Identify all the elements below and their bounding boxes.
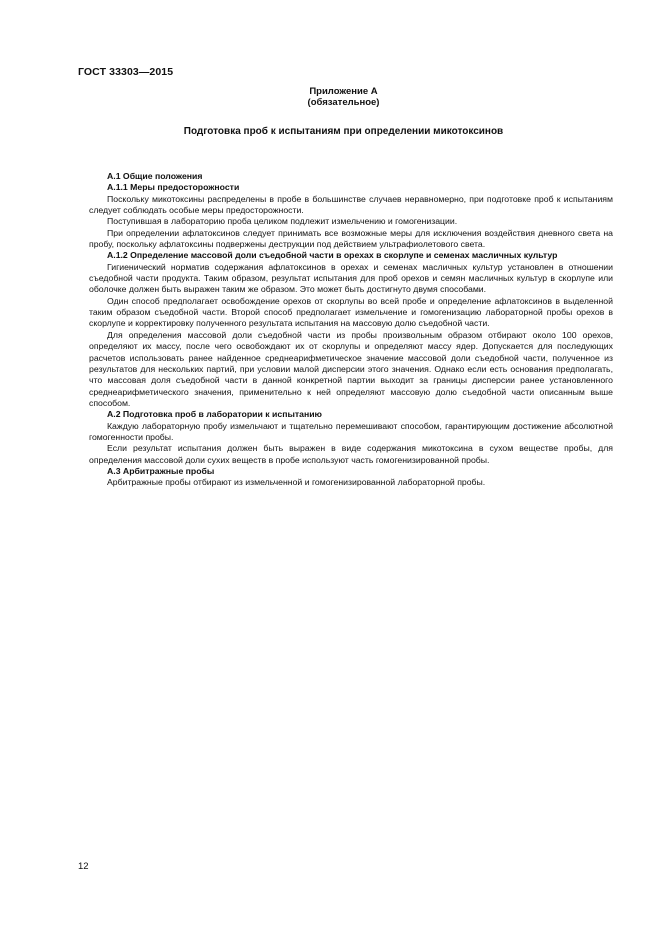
appendix-title: Подготовка проб к испытаниям при определении микотоксинов bbox=[183, 126, 504, 137]
section-a1-heading: А.1 Общие положения bbox=[107, 171, 203, 181]
paragraph: Гигиенический норматив содержания афлатоксинов в орехах и семенах масличных культур установлен в отношении съедобной части продукта. Таким образом, результат испытания для проб орехов и семян масличных культур в скорлупе или оболочке должен быть выражен таким же образом. Это может быть достигнуто двумя способами. bbox=[89, 261, 613, 295]
appendix-label: Приложение А bbox=[309, 86, 378, 97]
paragraph: Каждую лабораторную пробу измельчают и тщательно перемешивают способом, гарантирующим достижение абсолютной гомогенности пробы. bbox=[89, 420, 613, 442]
paragraph: Для определения массовой доли съедобной части из пробы произвольным образом отбирают около 100 орехов, определяют их массу, после чего освобождают их от скорлупы и определяют массу ядер. Допускается для последующих расчетов использовать ранее найденное среднеарифметическое значение массовой доли съедобной части, полученное из результатов для нескольких партий, при условии малой дисперсии этого значения. Однако если есть основания предполагать, что массовая доля съедобной части в данной конкретной партии выходит за границы дисперсии ранее установленного среднеарифметического значения, применительно к ней определяют массовую долю съедобной части описанным выше способом. bbox=[89, 329, 613, 408]
section-a2-heading: А.2 Подготовка проб в лаборатории к испытанию bbox=[107, 409, 322, 420]
section-a12-heading: А.1.2 Определение массовой доли съедобной части в орехах в скорлупе и семенах масличных культур bbox=[107, 250, 558, 261]
appendix-body bbox=[89, 171, 613, 489]
document-id: ГОСТ 33303—2015 bbox=[78, 66, 174, 78]
page-number: 12 bbox=[78, 861, 89, 872]
section-a3-heading: А.3 Арбитражные пробы bbox=[107, 465, 215, 476]
appendix-status: (обязательное) bbox=[307, 97, 380, 108]
paragraph: Поступившая в лабораторию проба целиком подлежит измельчению и гомогенизации. bbox=[107, 216, 458, 227]
paragraph: Арбитражные пробы отбирают из измельченной и гомогенизированной лабораторной пробы. bbox=[107, 477, 486, 488]
paragraph: При определении афлатоксинов следует принимать все возможные меры для исключения воздействия дневного света на пробу, поскольку афлатоксины подвержены деструкции под действием ультрафиолетового света. bbox=[89, 227, 613, 250]
section-a11-heading: А.1.1 Меры предосторожности bbox=[107, 182, 240, 193]
appendix-label-block bbox=[0, 86, 661, 108]
paragraph: Один способ предполагает освобождение орехов от скорлупы во всей пробе и определение афлатоксинов в выделенной таким образом съедобной части. Второй способ предполагает измельчение и гомогенизацию лабораторной пробы орехов в скорлупе и корректировку полученного результата испытания на массовую долю съедобной части. bbox=[89, 295, 613, 329]
paragraph: Поскольку микотоксины распределены в пробе в большинстве случаев неравномерно, при подготовке проб к испытаниям следует соблюдать особые меры предосторожности. bbox=[89, 193, 613, 216]
paragraph: Если результат испытания должен быть выражен в виде содержания микотоксина в сухом веществе пробы, для определения массовой доли сухих веществ в пробе используют часть гомогенизированной пробы. bbox=[89, 443, 613, 465]
